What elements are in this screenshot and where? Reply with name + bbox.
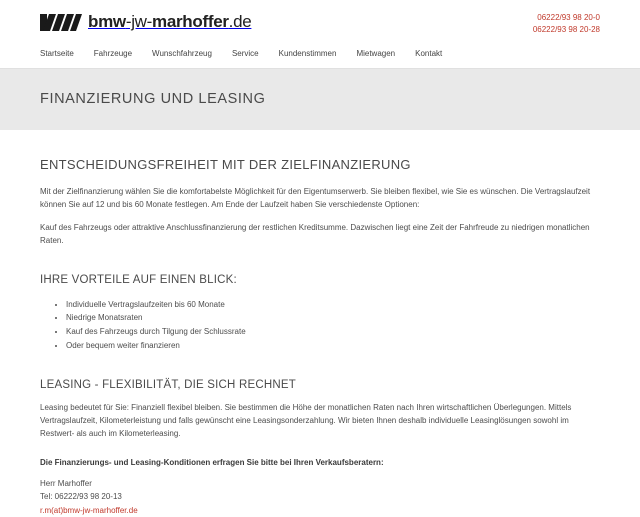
nav-item-fahrzeuge[interactable]: Fahrzeuge xyxy=(93,48,133,58)
section-title-vorteile: IHRE VORTEILE AUF EINEN BLICK: xyxy=(40,274,237,287)
list-item: • Oder bequem weiter finanzieren xyxy=(66,339,600,353)
phone-number-secondary[interactable]: 06222/93 98 20-28 xyxy=(532,25,600,35)
section1-paragraph-2: Kauf des Fahrzeugs oder attraktive Anschlussfinanzierung der restlichen Kreditsumme. Dazwischen liegt eine Zeit der Fahrfreude zu niedrigen monatlichen Raten. xyxy=(40,223,590,246)
brand-name xyxy=(88,10,251,35)
brand-name-bmw: bmw xyxy=(88,12,126,31)
nav-item-kundenstimmen[interactable]: Kundenstimmen xyxy=(278,48,337,58)
list-item: • Individuelle Vertragslaufzeiten bis 60 Monate xyxy=(66,298,600,312)
section-title-leasing: LEASING - FLEXIBILITÄT, DIE SICH RECHNET xyxy=(40,378,296,391)
brand-name-jw: -jw- xyxy=(125,12,153,31)
contact-intro-text: Die Finanzierungs- und Leasing-Konditionen erfragen Sie bitte bei Ihren Verkaufsberatern: xyxy=(40,458,384,468)
main-content xyxy=(0,130,640,516)
contact-person-phone: Tel: 06222/93 98 20-13 xyxy=(40,492,122,502)
phone-number-primary[interactable]: 06222/93 98 20-0 xyxy=(537,13,600,22)
section-title-zielfinanzierung: ENTSCHEIDUNGSFREIHEIT MIT DER ZIELFINANZIERUNG xyxy=(40,157,411,173)
contact-person-email-link[interactable]: r.m(at)bmw-jw-marhoffer.de xyxy=(40,506,138,516)
header-top-row xyxy=(40,10,600,37)
site-logo-link[interactable] xyxy=(40,10,251,35)
nav-item-wunschfahrzeug[interactable]: Wunschfahrzeug xyxy=(152,48,212,58)
list-item: • Niedrige Monatsraten xyxy=(66,311,600,325)
nav-item-mietwagen[interactable]: Mietwagen xyxy=(356,48,396,58)
nav-item-kontakt[interactable]: Kontakt xyxy=(415,48,443,58)
brand-name-tld: .de xyxy=(228,12,252,31)
site-header xyxy=(0,0,640,68)
brand-name-marhoffer: marhoffer xyxy=(152,12,229,31)
hero-banner xyxy=(0,68,640,130)
benefits-list xyxy=(40,298,600,353)
page-title: FINANZIERUNG UND LEASING xyxy=(40,91,266,108)
header-phone-block xyxy=(533,10,600,37)
main-navigation xyxy=(40,48,600,69)
section3-paragraph-1: Leasing bedeutet für Sie: Finanziell flexibel bleiben. Sie bestimmen die Höhe der monatlichen Raten nach Ihren wirtschaftlichen Überlegungen. Mittels Vertragslaufzeit, Kilometerleistung und falls gewünscht eine Leasingsonderzahlung. Wir bieten Ihnen deshalb individuelle Leasinglösungen sowohl im Restwert- als auch im Kilometerleasing. xyxy=(40,403,572,439)
nav-item-startseite[interactable]: Startseite xyxy=(40,48,74,58)
bmw-slash-logo-icon xyxy=(40,14,82,31)
contact-person-name: Herr Marhoffer xyxy=(40,478,92,488)
section1-paragraph-1: Mit der Zielfinanzierung wählen Sie die komfortabelste Möglichkeit für den Eigentumserwerb. Sie bleiben flexibel, wie Sie es wünschen. Die Vertragslaufzeit können Sie auf 12 und bis 60 Monate festlegen. Am Ende der Laufzeit haben Sie verschiedenste Optionen: xyxy=(40,187,591,210)
list-item: • Kauf des Fahrzeugs durch Tilgung der Schlussrate xyxy=(66,325,600,339)
nav-item-service[interactable]: Service xyxy=(231,48,259,58)
